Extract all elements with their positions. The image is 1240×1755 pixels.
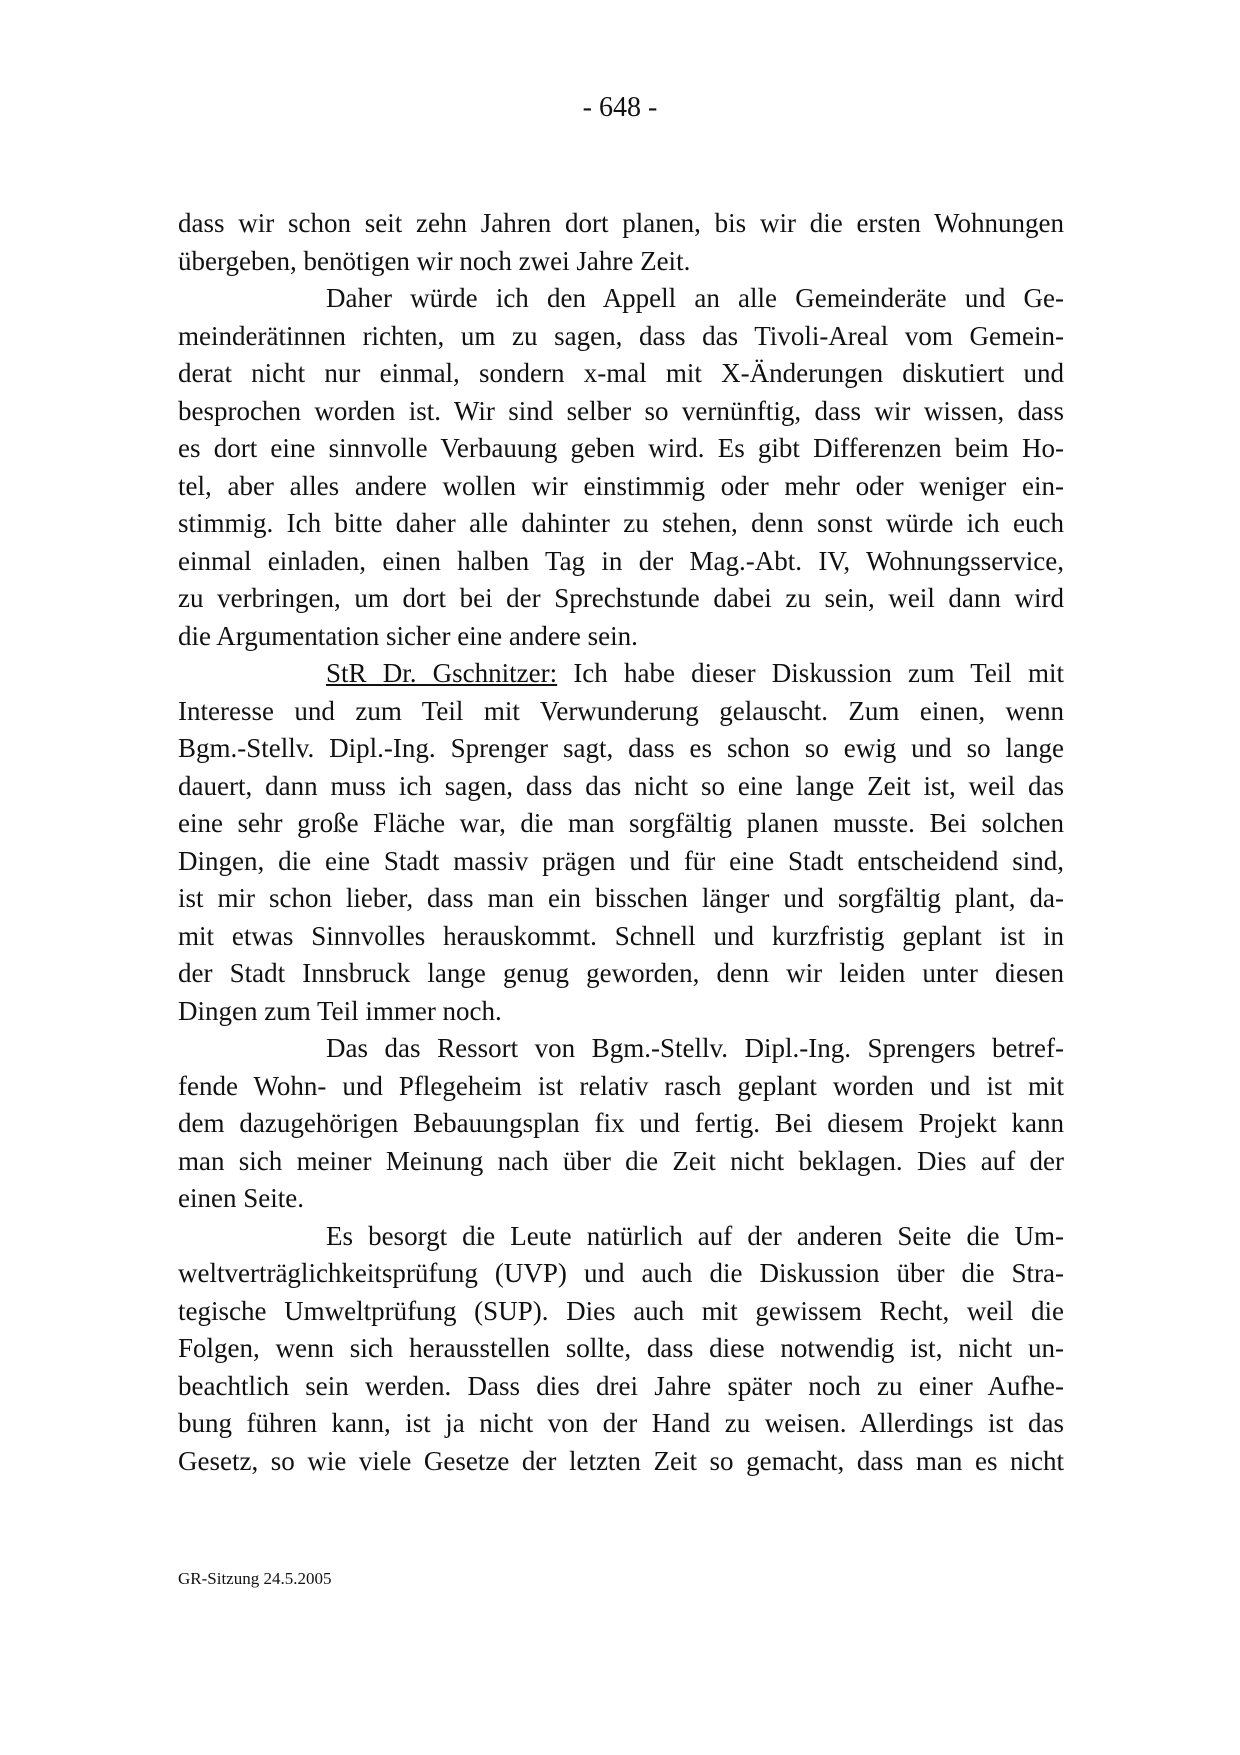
line-text: dem dazugehörigen Bebauungsplan fix und fertig. Bei diesem Projekt kann (178, 1108, 1064, 1138)
text-line (178, 993, 1064, 1031)
line-text: tegische Umweltprüfung (SUP). Dies auch mit gewissem Recht, weil die (178, 1295, 1064, 1326)
text-line (178, 280, 1064, 318)
line-text: meinderätinnen richten, um zu sagen, dass das Tivoli-Areal vom Gemein- (178, 320, 1064, 351)
line-text: der Stadt Innsbruck lange genug geworden, denn wir leiden unter diesen (178, 958, 1064, 988)
line-text: besprochen worden ist. Wir sind selber so vernünftig, dass wir wissen, dass (178, 395, 1064, 426)
line-text: Gesetz, so wie viele Gesetze der letzten Zeit so gemacht, dass man es nicht (178, 1445, 1064, 1476)
page-number: - 648 - (582, 92, 658, 123)
text-line (178, 580, 1064, 618)
text-line (178, 768, 1064, 806)
text-line (178, 618, 1064, 656)
text-line (178, 1368, 1064, 1406)
text-line (178, 1068, 1064, 1106)
text-line (178, 805, 1064, 843)
line-text: Das das Ressort von Bgm.-Stellv. Dipl.-Ing. Sprengers betref- (326, 1033, 1064, 1063)
line-text: einmal einladen, einen halben Tag in der Mag.-Abt. IV, Wohnungsservice, (178, 545, 1064, 576)
footer-session-date: GR-Sitzung 24.5.2005 (178, 1569, 332, 1588)
line-text: beachtlich sein werden. Dass dies drei Jahre später noch zu einer Aufhe- (178, 1370, 1064, 1401)
text-line (178, 1105, 1064, 1143)
text-line (178, 880, 1064, 918)
line-text: bung führen kann, ist ja nicht von der Hand zu weisen. Allerdings ist das (178, 1408, 1064, 1438)
line-text: mit etwas Sinnvolles herauskommt. Schnell und kurzfristig geplant ist in (178, 920, 1064, 951)
text-line (178, 1255, 1064, 1293)
line-text: eine sehr große Fläche war, die man sorgfältig planen musste. Bei solchen (178, 808, 1064, 838)
line-text: man sich meiner Meinung nach über die Zeit nicht beklagen. Dies auf der (178, 1145, 1064, 1176)
line-text: Daher würde ich den Appell an alle Gemeinderäte und Ge- (326, 283, 1064, 313)
text-line (178, 1180, 1064, 1218)
text-line (178, 205, 1064, 243)
line-text: weltverträglichkeitsprüfung (UVP) und auch die Diskussion über die Stra- (178, 1258, 1064, 1288)
text-line (178, 1293, 1064, 1331)
line-text: Interesse und zum Teil mit Verwunderung gelauscht. Zum einen, wenn (178, 695, 1064, 726)
text-line (178, 468, 1064, 506)
text-line (178, 1330, 1064, 1368)
text-line (178, 1143, 1064, 1181)
line-text: Bgm.-Stellv. Dipl.-Ing. Sprenger sagt, dass es schon so ewig und so lange (178, 733, 1064, 763)
line-text: übergeben, benötigen wir noch zwei Jahre Zeit. (178, 245, 691, 276)
line-text: Dingen zum Teil immer noch. (178, 995, 502, 1026)
text-line (178, 430, 1064, 468)
text-line (178, 318, 1064, 356)
line-text: Ich habe dieser Diskussion zum Teil mit (557, 658, 1064, 688)
line-text: es dort eine sinnvolle Verbauung geben wird. Es gibt Differenzen beim Ho- (178, 433, 1064, 463)
text-line (178, 730, 1064, 768)
text-line (178, 843, 1064, 881)
text-line (178, 1218, 1064, 1256)
text-line (178, 693, 1064, 731)
line-text: einen Seite. (178, 1183, 304, 1213)
body-text (178, 205, 1064, 1480)
line-text: zu verbringen, um dort bei der Sprechstunde dabei zu sein, weil dann wird (178, 583, 1064, 613)
text-line (178, 955, 1064, 993)
line-text: dauert, dann muss ich sagen, dass das nicht so eine lange Zeit ist, weil das (178, 770, 1064, 801)
text-line (178, 1443, 1064, 1481)
text-line (178, 1405, 1064, 1443)
text-line (178, 355, 1064, 393)
line-text: Dingen, die eine Stadt massiv prägen und für eine Stadt entscheidend sind, (178, 845, 1064, 876)
line-text: fende Wohn- und Pflegeheim ist relativ rasch geplant worden und ist mit (178, 1070, 1064, 1101)
line-text: Folgen, wenn sich herausstellen sollte, dass diese notwendig ist, nicht un- (178, 1333, 1064, 1363)
speaker-name: StR Dr. Gschnitzer: (326, 658, 558, 688)
line-text: tel, aber alles andere wollen wir einstimmig oder mehr oder weniger ein- (178, 470, 1064, 501)
line-text: stimmig. Ich bitte daher alle dahinter zu stehen, denn sonst würde ich euch (178, 508, 1064, 538)
text-line (178, 243, 1064, 281)
text-line (178, 543, 1064, 581)
line-text: die Argumentation sicher eine andere sein. (178, 620, 638, 651)
text-line (178, 505, 1064, 543)
line-text: derat nicht nur einmal, sondern x-mal mit X-Änderungen diskutiert und (178, 358, 1064, 388)
text-line (178, 1030, 1064, 1068)
text-line (178, 393, 1064, 431)
line-text: dass wir schon seit zehn Jahren dort planen, bis wir die ersten Wohnungen (178, 208, 1064, 238)
text-line (178, 655, 1064, 693)
text-line (178, 918, 1064, 956)
line-text: Es besorgt die Leute natürlich auf der anderen Seite die Um- (326, 1220, 1064, 1251)
line-text: ist mir schon lieber, dass man ein bisschen länger und sorgfältig plant, da- (178, 883, 1064, 913)
